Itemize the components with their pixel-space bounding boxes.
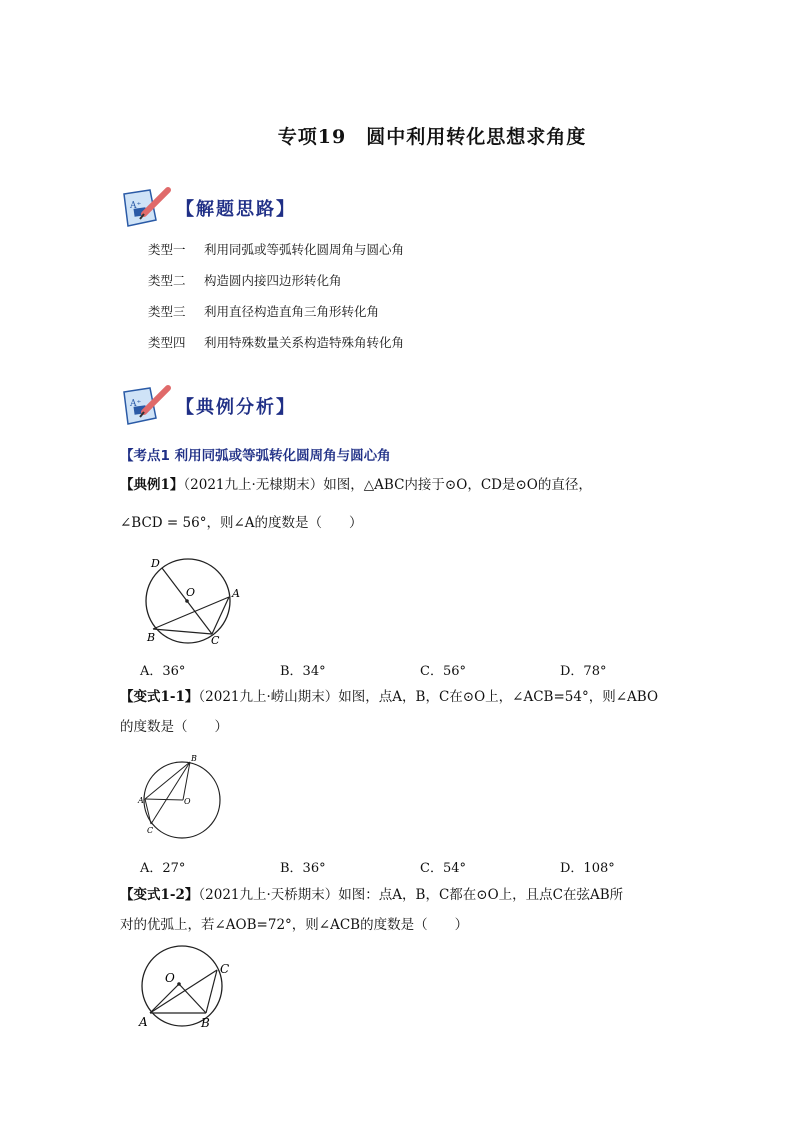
question-text: （2021九上·天桥期末）如图：点A，B，C都在⊙O上，且点C在弦AB所 bbox=[198, 887, 624, 903]
option-b[interactable]: B．36° bbox=[280, 861, 326, 876]
svg-text:C: C bbox=[147, 826, 154, 835]
question-3 bbox=[120, 880, 680, 940]
svg-text:A: A bbox=[138, 796, 144, 805]
question-tag: 【典例1】 bbox=[120, 477, 184, 493]
svg-text:O: O bbox=[186, 586, 196, 599]
svg-text:O: O bbox=[184, 797, 191, 806]
option-d[interactable]: D．78° bbox=[560, 664, 607, 679]
svg-text:B: B bbox=[201, 1016, 210, 1030]
svg-text:A: A bbox=[232, 587, 240, 600]
svg-text:D: D bbox=[151, 557, 160, 570]
svg-text:B: B bbox=[191, 754, 197, 763]
svg-text:C: C bbox=[211, 634, 220, 645]
section-banner-examples bbox=[120, 384, 296, 428]
pencil-paper-icon bbox=[120, 384, 174, 428]
question-text: ∠BCD = 56°，则∠A的度数是（ ） bbox=[120, 515, 363, 531]
option-a[interactable]: A．36° bbox=[140, 664, 186, 679]
question-text: 对的优弧上，若∠AOB=72°，则∠ACB的度数是（ ） bbox=[120, 917, 469, 933]
topic-heading: 【考点1 利用同弧或等弧转化圆周角与圆心角 bbox=[120, 448, 391, 464]
option-d[interactable]: D．108° bbox=[560, 861, 615, 876]
type-item: 类型二 构造圆内接四边形转化角 bbox=[148, 273, 342, 288]
type-list bbox=[148, 240, 404, 364]
pencil-paper-icon bbox=[120, 186, 174, 230]
svg-text:A⁺: A⁺ bbox=[130, 201, 142, 211]
banner-label: 【解题思路】 bbox=[176, 199, 296, 220]
svg-text:C: C bbox=[220, 962, 230, 976]
question-2 bbox=[120, 682, 680, 742]
circle-figure-1 bbox=[138, 555, 248, 649]
option-a[interactable]: A．27° bbox=[140, 861, 186, 876]
options-q2 bbox=[140, 857, 700, 876]
option-c[interactable]: C．54° bbox=[420, 861, 466, 876]
question-text: （2021九上·崂山期末）如图，点A，B，C在⊙O上，∠ACB=54°，则∠ABO bbox=[198, 689, 659, 705]
options-q1 bbox=[140, 660, 700, 679]
option-c[interactable]: C．56° bbox=[420, 664, 466, 679]
svg-text:O: O bbox=[165, 971, 175, 985]
question-tag: 【变式1-1】 bbox=[120, 689, 199, 705]
svg-text:A⁺: A⁺ bbox=[130, 399, 142, 409]
section-banner-thinking bbox=[120, 186, 296, 230]
question-text: （2021九上·无棣期末）如图，△ABC内接于⊙O，CD是⊙O的直径， bbox=[183, 477, 592, 493]
question-text: 的度数是（ ） bbox=[120, 719, 228, 735]
type-item: 类型一 利用同弧或等弧转化圆周角与圆心角 bbox=[148, 242, 405, 257]
option-b[interactable]: B．34° bbox=[280, 664, 326, 679]
type-item: 类型四 利用特殊数量关系构造特殊角转化角 bbox=[148, 335, 405, 350]
type-item: 类型三 利用直径构造直角三角形转化角 bbox=[148, 304, 380, 319]
question-tag: 【变式1-2】 bbox=[120, 887, 199, 903]
page-title: 专项19 圆中利用转化思想求角度 bbox=[277, 126, 587, 148]
circle-figure-2 bbox=[134, 752, 234, 846]
banner-label: 【典例分析】 bbox=[176, 397, 296, 418]
circle-figure-3 bbox=[134, 940, 244, 1039]
question-1 bbox=[120, 470, 680, 538]
svg-text:A: A bbox=[139, 1015, 148, 1029]
svg-text:B: B bbox=[147, 631, 156, 644]
